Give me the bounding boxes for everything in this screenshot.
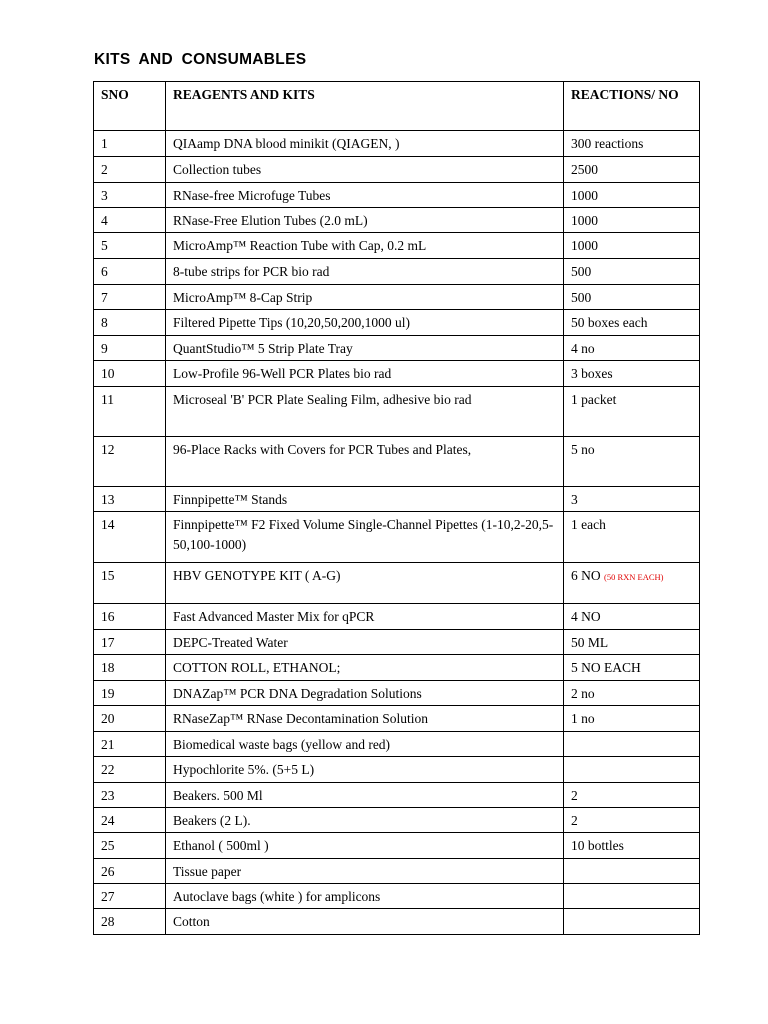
cell-sno xyxy=(94,487,166,512)
cell-sno-text: 18 xyxy=(101,660,115,675)
cell-quantity xyxy=(564,157,700,183)
cell-sno xyxy=(94,655,166,681)
cell-reagent xyxy=(166,909,564,935)
cell-quantity xyxy=(564,859,700,884)
cell-sno-text: 13 xyxy=(101,492,115,507)
table-row xyxy=(94,732,700,757)
cell-quantity-text: 1000 xyxy=(571,188,598,203)
cell-reagent xyxy=(166,183,564,208)
cell-reagent-text: RNaseZap™ RNase Decontamination Solution xyxy=(173,711,429,726)
cell-reagent-text: MicroAmp™ Reaction Tube with Cap, 0.2 mL xyxy=(173,238,427,253)
table-row xyxy=(94,783,700,808)
cell-quantity xyxy=(564,732,700,757)
table-row xyxy=(94,808,700,833)
cell-reagent xyxy=(166,833,564,859)
cell-sno-text: 3 xyxy=(101,188,108,203)
table-row xyxy=(94,757,700,783)
table-row xyxy=(94,630,700,655)
table-row xyxy=(94,233,700,259)
cell-sno-text: 25 xyxy=(101,838,115,853)
table-row xyxy=(94,909,700,935)
cell-reagent xyxy=(166,361,564,387)
cell-quantity xyxy=(564,604,700,630)
cell-quantity-text: 5 NO EACH xyxy=(571,660,641,675)
cell-quantity-text: 500 xyxy=(571,290,592,305)
cell-reagent-text: QIAamp DNA blood minikit (QIAGEN, ) xyxy=(173,136,400,151)
cell-quantity xyxy=(564,310,700,336)
cell-sno-text: 10 xyxy=(101,366,115,381)
cell-sno-text: 5 xyxy=(101,238,108,253)
cell-reagent xyxy=(166,884,564,909)
cell-sno-text: 6 xyxy=(101,264,108,279)
cell-quantity-text: 3 boxes xyxy=(571,366,613,381)
cell-reagent xyxy=(166,208,564,233)
cell-reagent xyxy=(166,563,564,604)
cell-quantity xyxy=(564,706,700,732)
cell-quantity-text: 50 boxes each xyxy=(571,315,648,330)
cell-quantity xyxy=(564,630,700,655)
cell-reagent-text: QuantStudio™ 5 Strip Plate Tray xyxy=(173,341,353,356)
cell-reagent xyxy=(166,131,564,157)
cell-quantity xyxy=(564,487,700,512)
table-row xyxy=(94,681,700,706)
cell-sno xyxy=(94,183,166,208)
cell-sno-text: 26 xyxy=(101,864,115,879)
table-row xyxy=(94,884,700,909)
cell-reagent xyxy=(166,757,564,783)
table-row xyxy=(94,706,700,732)
cell-reagent-text: Ethanol ( 500ml ) xyxy=(173,838,269,853)
cell-quantity xyxy=(564,655,700,681)
cell-quantity-text: 2 xyxy=(571,788,578,803)
cell-quantity-text: 1 each xyxy=(571,517,606,532)
cell-reagent-text: Beakers. 500 Ml xyxy=(173,788,263,803)
table-row xyxy=(94,437,700,487)
cell-reagent xyxy=(166,681,564,706)
cell-quantity-text: 2500 xyxy=(571,162,598,177)
cell-sno-text: 4 xyxy=(101,213,108,228)
cell-sno xyxy=(94,706,166,732)
cell-reagent xyxy=(166,285,564,310)
cell-reagent-text: 96-Place Racks with Covers for PCR Tubes and Plates, xyxy=(173,442,472,457)
cell-reagent xyxy=(166,655,564,681)
cell-reagent xyxy=(166,706,564,732)
cell-quantity xyxy=(564,285,700,310)
cell-reagent-text: Finnpipette™ Stands xyxy=(173,492,288,507)
cell-sno-text: 1 xyxy=(101,136,108,151)
cell-quantity-text: 50 ML xyxy=(571,635,609,650)
cell-sno xyxy=(94,563,166,604)
cell-reagent-text: Microseal 'B' PCR Plate Sealing Film, adhesive bio rad xyxy=(173,392,472,407)
cell-quantity xyxy=(564,833,700,859)
cell-reagent-text: Collection tubes xyxy=(173,162,262,177)
table-row xyxy=(94,833,700,859)
cell-quantity-text: 1000 xyxy=(571,213,598,228)
cell-sno-text: 28 xyxy=(101,914,115,929)
cell-sno xyxy=(94,131,166,157)
cell-sno-text: 27 xyxy=(101,889,115,904)
cell-quantity xyxy=(564,437,700,487)
cell-sno xyxy=(94,285,166,310)
cell-reagent-text: Fast Advanced Master Mix for qPCR xyxy=(173,609,375,624)
cell-quantity xyxy=(564,131,700,157)
cell-sno-text: 14 xyxy=(101,517,115,532)
header-sno: SNO xyxy=(94,82,166,131)
cell-quantity-text: 6 NO xyxy=(571,568,604,583)
cell-reagent xyxy=(166,487,564,512)
table-row xyxy=(94,259,700,285)
cell-sno-text: 12 xyxy=(101,442,115,457)
cell-sno-text: 7 xyxy=(101,290,108,305)
cell-reagent xyxy=(166,859,564,884)
cell-sno-text: 17 xyxy=(101,635,115,650)
table-row xyxy=(94,859,700,884)
cell-reagent-text: Hypochlorite 5%. (5+5 L) xyxy=(173,762,315,777)
cell-sno-text: 8 xyxy=(101,315,108,330)
header-reactions: REACTIONS/ NO xyxy=(564,82,700,131)
table-row xyxy=(94,655,700,681)
cell-sno xyxy=(94,361,166,387)
cell-reagent xyxy=(166,437,564,487)
cell-sno-text: 2 xyxy=(101,162,108,177)
cell-sno xyxy=(94,387,166,437)
cell-quantity xyxy=(564,909,700,935)
cell-quantity-text: 1 packet xyxy=(571,392,617,407)
table-row xyxy=(94,183,700,208)
cell-quantity xyxy=(564,808,700,833)
cell-quantity-text: 5 no xyxy=(571,442,595,457)
cell-sno xyxy=(94,859,166,884)
cell-reagent-text: DEPC-Treated Water xyxy=(173,635,288,650)
cell-reagent xyxy=(166,259,564,285)
cell-sno-text: 19 xyxy=(101,686,115,701)
cell-quantity-text: 4 NO xyxy=(571,609,601,624)
cell-sno xyxy=(94,437,166,487)
cell-quantity xyxy=(564,361,700,387)
cell-quantity xyxy=(564,336,700,361)
cell-quantity-text: 4 no xyxy=(571,341,595,356)
table-row xyxy=(94,336,700,361)
table-row xyxy=(94,487,700,512)
cell-reagent xyxy=(166,233,564,259)
page-title: KITS AND CONSUMABLES xyxy=(94,51,307,68)
cell-sno xyxy=(94,336,166,361)
cell-quantity-text: 2 xyxy=(571,813,578,828)
cell-sno xyxy=(94,783,166,808)
cell-sno xyxy=(94,808,166,833)
header-reagents: REAGENTS AND KITS xyxy=(166,82,564,131)
table-row xyxy=(94,387,700,437)
cell-reagent-text: Low-Profile 96-Well PCR Plates bio rad xyxy=(173,366,392,381)
cell-reagent xyxy=(166,783,564,808)
cell-sno-text: 16 xyxy=(101,609,115,624)
cell-sno xyxy=(94,604,166,630)
cell-sno xyxy=(94,909,166,935)
table-row xyxy=(94,208,700,233)
cell-sno xyxy=(94,259,166,285)
cell-sno-text: 20 xyxy=(101,711,115,726)
cell-reagent xyxy=(166,604,564,630)
cell-reagent-text: Biomedical waste bags (yellow and red) xyxy=(173,737,391,752)
table-row xyxy=(94,563,700,604)
cell-sno-text: 15 xyxy=(101,568,115,583)
cell-quantity xyxy=(564,387,700,437)
cell-reagent-text: Cotton xyxy=(173,914,210,929)
cell-sno-text: 9 xyxy=(101,341,108,356)
cell-sno-text: 23 xyxy=(101,788,115,803)
cell-reagent xyxy=(166,732,564,757)
cell-reagent xyxy=(166,630,564,655)
table-row xyxy=(94,310,700,336)
cell-reagent-text: HBV GENOTYPE KIT ( A-G) xyxy=(173,568,341,583)
table-row xyxy=(94,157,700,183)
cell-reagent-text: Tissue paper xyxy=(173,864,242,879)
kits-table xyxy=(93,81,700,935)
cell-sno xyxy=(94,157,166,183)
table-row xyxy=(94,285,700,310)
cell-reagent-text: 8-tube strips for PCR bio rad xyxy=(173,264,330,279)
cell-reagent-text: RNase-Free Elution Tubes (2.0 mL) xyxy=(173,213,368,228)
cell-reagent xyxy=(166,808,564,833)
cell-quantity-text: 500 xyxy=(571,264,592,279)
cell-sno xyxy=(94,512,166,563)
cell-reagent-text: RNase-free Microfuge Tubes xyxy=(173,188,331,203)
cell-quantity-text: 3 xyxy=(571,492,578,507)
cell-reagent-text: Filtered Pipette Tips (10,20,50,200,1000 ul) xyxy=(173,315,411,330)
cell-sno-text: 24 xyxy=(101,813,115,828)
cell-sno xyxy=(94,630,166,655)
cell-sno xyxy=(94,757,166,783)
cell-sno-text: 22 xyxy=(101,762,115,777)
cell-sno xyxy=(94,732,166,757)
cell-reagent-text: DNAZap™ PCR DNA Degradation Solutions xyxy=(173,686,422,701)
cell-quantity xyxy=(564,512,700,563)
quantity-note: (50 RXN EACH) xyxy=(604,572,664,582)
cell-reagent xyxy=(166,336,564,361)
table-row xyxy=(94,604,700,630)
cell-sno xyxy=(94,310,166,336)
table-header-row xyxy=(94,82,700,131)
cell-reagent-text: MicroAmp™ 8-Cap Strip xyxy=(173,290,313,305)
cell-quantity xyxy=(564,183,700,208)
cell-quantity xyxy=(564,783,700,808)
cell-sno xyxy=(94,884,166,909)
cell-quantity-text: 2 no xyxy=(571,686,595,701)
cell-quantity xyxy=(564,233,700,259)
cell-quantity xyxy=(564,563,700,604)
cell-sno-text: 11 xyxy=(101,392,114,407)
cell-quantity xyxy=(564,757,700,783)
cell-reagent-text: Beakers (2 L). xyxy=(173,813,251,828)
cell-reagent-text: Autoclave bags (white ) for amplicons xyxy=(173,889,381,904)
cell-reagent xyxy=(166,512,564,563)
cell-quantity xyxy=(564,259,700,285)
cell-quantity xyxy=(564,884,700,909)
table-row xyxy=(94,512,700,563)
cell-sno xyxy=(94,233,166,259)
cell-reagent xyxy=(166,387,564,437)
cell-reagent xyxy=(166,157,564,183)
cell-reagent xyxy=(166,310,564,336)
cell-sno xyxy=(94,208,166,233)
cell-reagent-text: COTTON ROLL, ETHANOL; xyxy=(173,660,341,675)
cell-quantity xyxy=(564,681,700,706)
cell-sno-text: 21 xyxy=(101,737,115,752)
cell-sno xyxy=(94,681,166,706)
cell-quantity-text: 1 no xyxy=(571,711,595,726)
cell-reagent-text: Finnpipette™ F2 Fixed Volume Single-Channel Pipettes (1-10,2-20,5-50,100-1000) xyxy=(173,517,554,552)
table-row xyxy=(94,361,700,387)
table-row xyxy=(94,131,700,157)
cell-quantity-text: 1000 xyxy=(571,238,598,253)
cell-quantity-text: 300 reactions xyxy=(571,136,644,151)
cell-quantity-text: 10 bottles xyxy=(571,838,624,853)
cell-sno xyxy=(94,833,166,859)
cell-quantity xyxy=(564,208,700,233)
